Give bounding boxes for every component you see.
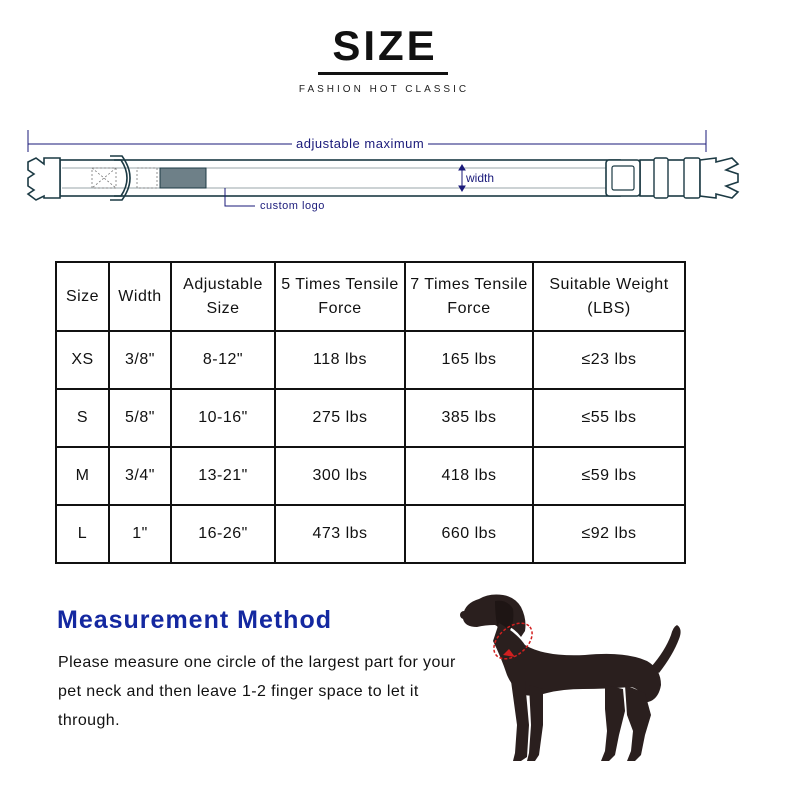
- table-cell: 1": [109, 505, 171, 563]
- table-cell: 8-12": [171, 331, 275, 389]
- dog-illustration: [455, 585, 690, 770]
- table-cell: 660 lbs: [405, 505, 533, 563]
- table-row: [56, 331, 685, 389]
- measurement-instructions: Please measure one circle of the largest part for your pet neck and then leave 1-2 finger space to let it through.: [58, 654, 456, 729]
- keeper-loop: [684, 158, 700, 198]
- table-cell: M: [56, 447, 109, 505]
- width-label: width: [466, 171, 495, 185]
- table-cell: 300 lbs: [275, 447, 405, 505]
- table-cell: 3/4": [109, 447, 171, 505]
- header-cell: Size: [56, 262, 109, 331]
- title-underline: [318, 72, 448, 75]
- keeper-loop: [654, 158, 668, 198]
- table-cell: 10-16": [171, 389, 275, 447]
- table-cell: 118 lbs: [275, 331, 405, 389]
- header-cell: 7 Times Tensile Force: [405, 262, 533, 331]
- table-cell: XS: [56, 331, 109, 389]
- table-header-row: [56, 262, 685, 331]
- header-cell: Width: [109, 262, 171, 331]
- table-cell: 418 lbs: [405, 447, 533, 505]
- logo-patch: [160, 168, 206, 188]
- collar-strap: [60, 160, 690, 196]
- custom-logo-label: custom logo: [260, 200, 325, 212]
- table-row: [56, 505, 685, 563]
- table-cell: L: [56, 505, 109, 563]
- buckle-right: [700, 158, 738, 198]
- table-cell: 16-26": [171, 505, 275, 563]
- table-cell: ≤59 lbs: [533, 447, 685, 505]
- table-cell: 165 lbs: [405, 331, 533, 389]
- table-cell: 13-21": [171, 447, 275, 505]
- table-cell: ≤55 lbs: [533, 389, 685, 447]
- measurement-heading: Measurement Method: [57, 606, 332, 634]
- table-row: [56, 389, 685, 447]
- header-cell: Suitable Weight (LBS): [533, 262, 685, 331]
- table-cell: ≤23 lbs: [533, 331, 685, 389]
- collar-illustration: [0, 120, 811, 220]
- table-cell: 473 lbs: [275, 505, 405, 563]
- header-cell: 5 Times Tensile Force: [275, 262, 405, 331]
- table-row: [56, 447, 685, 505]
- table-cell: 275 lbs: [275, 389, 405, 447]
- collar-diagram: [0, 120, 811, 220]
- dog-silhouette: [460, 595, 681, 762]
- table-cell: 5/8": [109, 389, 171, 447]
- table-cell: 3/8": [109, 331, 171, 389]
- adjustable-maximum-label: adjustable maximum: [292, 136, 428, 151]
- page-subtitle: FASHION HOT CLASSIC: [298, 84, 470, 95]
- table-cell: S: [56, 389, 109, 447]
- slide-buckle: [606, 160, 640, 196]
- header-cell: Adjustable Size: [171, 262, 275, 331]
- buckle-left: [28, 158, 60, 200]
- size-table: [55, 261, 686, 564]
- page-title: SIZE: [332, 22, 438, 69]
- table-cell: ≤92 lbs: [533, 505, 685, 563]
- table-cell: 385 lbs: [405, 389, 533, 447]
